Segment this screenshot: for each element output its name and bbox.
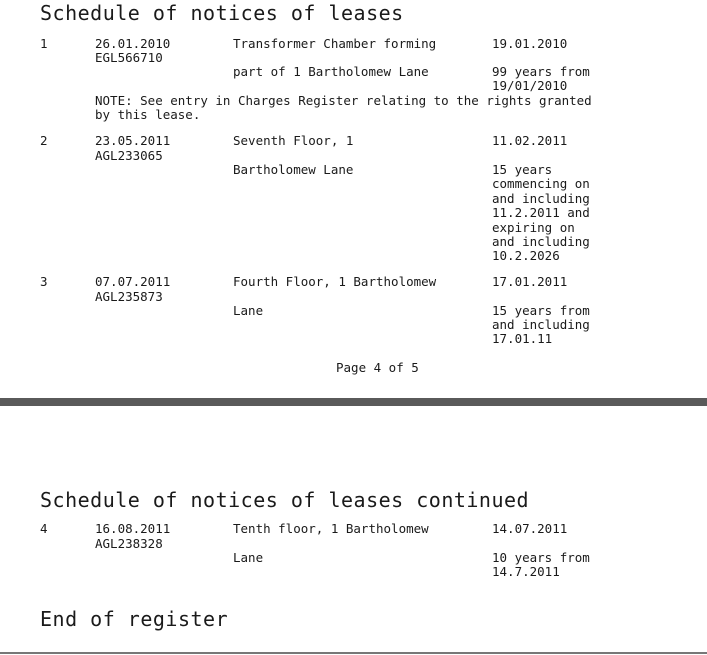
lease-date: 17.01.2011 <box>492 274 568 289</box>
entry-note-line: by this lease. <box>95 107 201 122</box>
lease-term-line: 19/01/2010 <box>492 78 568 93</box>
entry-number: 1 <box>40 36 48 51</box>
title-reference: AGL238328 <box>95 536 163 551</box>
lease-term-line: 11.2.2011 and <box>492 205 590 220</box>
property-description-line-2: Lane <box>233 303 264 318</box>
property-description-line-1: Fourth Floor, 1 Bartholomew <box>233 274 437 289</box>
lease-term-line: 15 years <box>492 162 553 177</box>
title-reference: AGL235873 <box>95 289 163 304</box>
lease-term-line: 14.7.2011 <box>492 564 560 579</box>
property-description-line-1: Seventh Floor, 1 <box>233 133 354 148</box>
lease-date: 11.02.2011 <box>492 133 568 148</box>
entry-number: 4 <box>40 521 48 536</box>
lease-term-line: 15 years from <box>492 303 590 318</box>
schedule-heading: Schedule of notices of leases <box>40 1 404 25</box>
entry-number: 2 <box>40 133 48 148</box>
lease-term-line: and including <box>492 234 590 249</box>
lease-term-line: 10 years from <box>492 550 590 565</box>
lease-term-line: 17.01.11 <box>492 331 553 346</box>
lease-term-line: 99 years from <box>492 64 590 79</box>
page-number: Page 4 of 5 <box>336 360 419 375</box>
registration-date: 23.05.2011 <box>95 133 171 148</box>
registration-date: 26.01.2010 <box>95 36 171 51</box>
lease-term-line: and including <box>492 317 590 332</box>
entry-number: 3 <box>40 274 48 289</box>
lease-date: 19.01.2010 <box>492 36 568 51</box>
end-of-register: End of register <box>40 607 229 631</box>
lease-term-line: expiring on <box>492 220 575 235</box>
property-description-line-2: part of 1 Bartholomew Lane <box>233 64 429 79</box>
title-reference: AGL233065 <box>95 148 163 163</box>
lease-term-line: commencing on <box>492 176 590 191</box>
registration-date: 16.08.2011 <box>95 521 171 536</box>
property-description-line-1: Tenth floor, 1 Bartholomew <box>233 521 429 536</box>
page-separator <box>0 398 707 406</box>
bottom-rule <box>0 652 707 654</box>
property-description-line-2: Bartholomew Lane <box>233 162 354 177</box>
lease-date: 14.07.2011 <box>492 521 568 536</box>
property-description-line-2: Lane <box>233 550 264 565</box>
property-description-line-1: Transformer Chamber forming <box>233 36 437 51</box>
title-reference: EGL566710 <box>95 50 163 65</box>
entry-note-line: NOTE: See entry in Charges Register relating to the rights granted <box>95 93 592 108</box>
schedule-continued-heading: Schedule of notices of leases continued <box>40 488 530 512</box>
lease-term-line: 10.2.2026 <box>492 248 560 263</box>
lease-term-line: and including <box>492 191 590 206</box>
registration-date: 07.07.2011 <box>95 274 171 289</box>
